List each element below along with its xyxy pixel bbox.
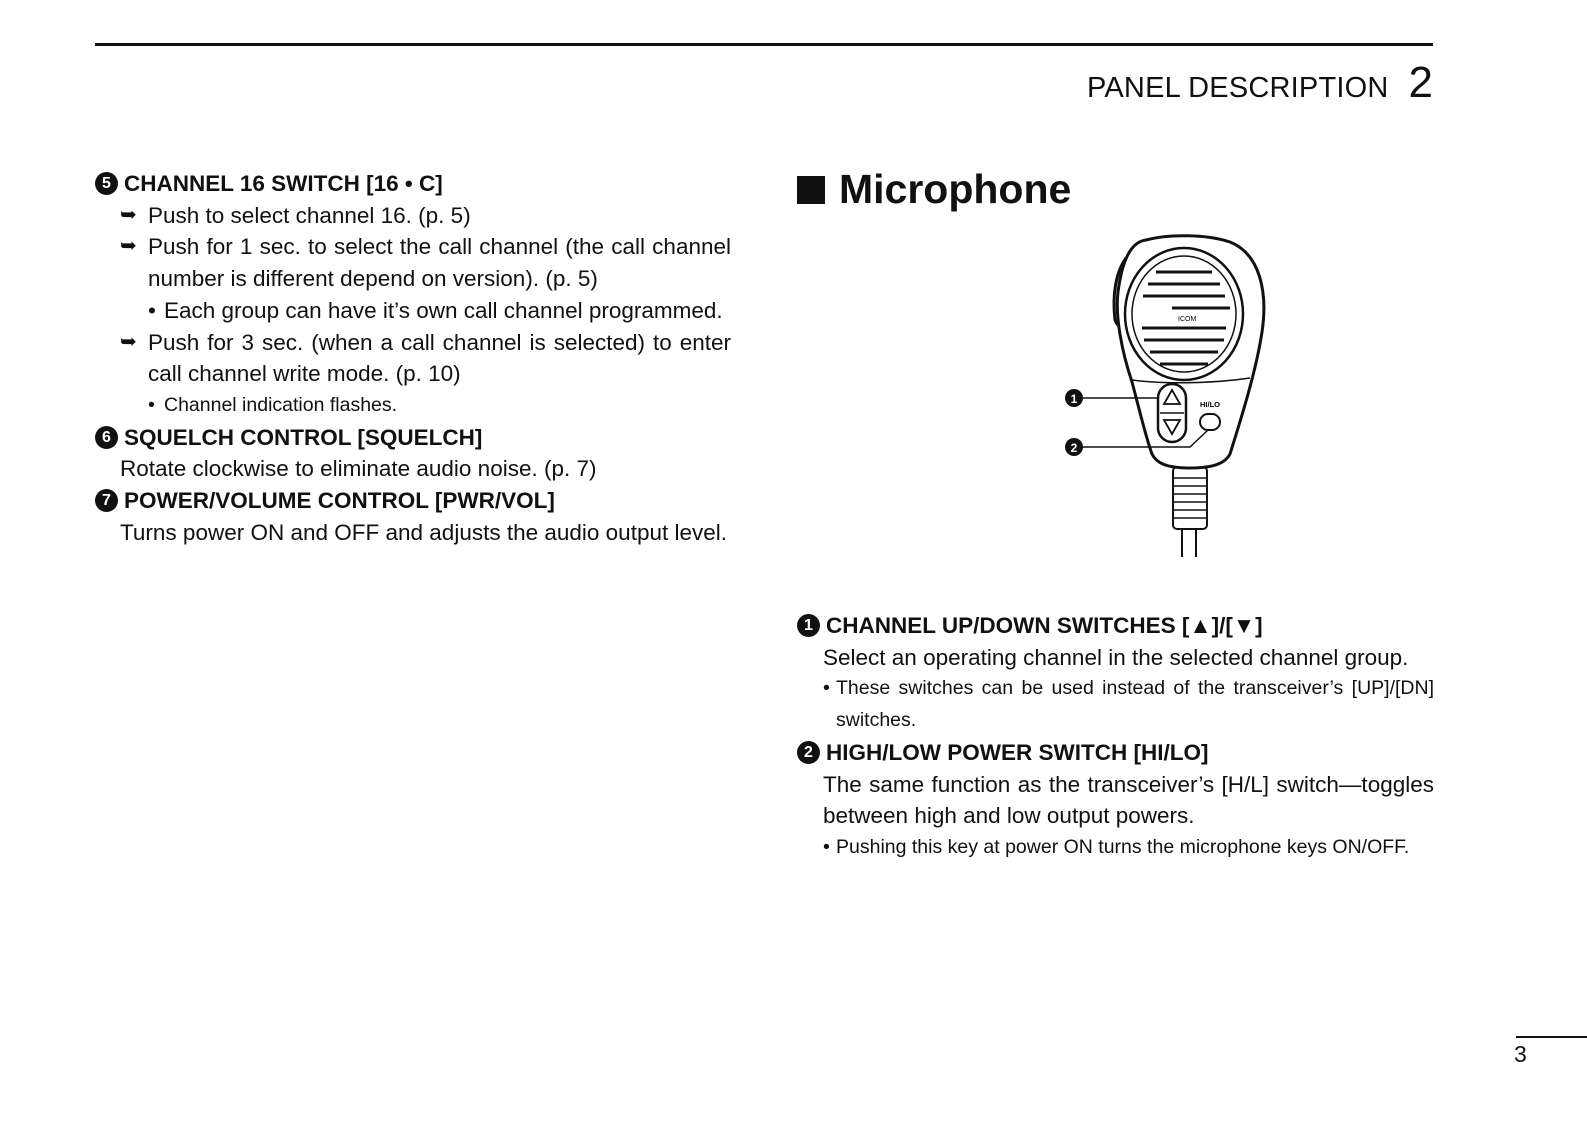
chapter-number: 2 [1408, 58, 1433, 107]
bullet-icon: • [148, 393, 155, 416]
top-rule [95, 43, 1433, 46]
microphone-items [797, 610, 1434, 864]
microphone-illustration [1060, 232, 1275, 562]
note-text: Pushing this key at power ON turns the microphone keys ON/OFF. [836, 835, 1410, 858]
note-text: Channel indication flashes. [164, 393, 398, 416]
icom-brand-text: ICOM [1178, 316, 1197, 323]
power-volume-heading: POWER/VOLUME CONTROL [PWR/VOL] [124, 488, 555, 514]
circled-number-icon: 2 [797, 741, 820, 764]
arrow-item [95, 327, 731, 390]
bullet-item [797, 673, 1434, 736]
strain-relief-icon [1173, 467, 1207, 529]
arrow-icon: ➥ [120, 330, 137, 353]
squelch-control-heading: SQUELCH CONTROL [SQUELCH] [124, 424, 483, 450]
arrow-item [95, 200, 731, 232]
square-bullet-icon [797, 176, 825, 204]
bullet-item [95, 295, 731, 327]
callout-1-label: 1 [1070, 392, 1078, 406]
item-heading [95, 422, 731, 454]
circled-number-icon: 1 [797, 614, 820, 637]
description-text: Select an operating channel in the selected channel group. [823, 644, 1409, 670]
arrow-icon: ➥ [120, 235, 137, 258]
bullet-item [797, 832, 1434, 864]
instruction-text: Push to select channel 16. (p. 5) [148, 202, 471, 228]
description-text: The same function as the transceiver’s [H/L] switch—toggles between high and low output powers. [823, 771, 1434, 829]
circled-number-icon: 6 [95, 426, 118, 449]
instruction-text: Push for 3 sec. (when a call channel is selected) to enter call channel write mode. (p. 10) [148, 329, 731, 387]
arrow-icon: ➥ [120, 203, 137, 226]
high-low-power-heading: HIGH/LOW POWER SWITCH [HI/LO] [826, 739, 1209, 765]
item-heading [95, 485, 731, 517]
microphone-title-text: Microphone [839, 166, 1072, 212]
note-text: Each group can have it’s own call channel programmed. [164, 297, 723, 323]
circled-number-icon: 5 [95, 172, 118, 195]
bullet-item [95, 390, 731, 422]
description-text: Turns power ON and OFF and adjusts the audio output level. [120, 519, 727, 545]
instruction-text: Push for 1 sec. to select the call channel (the call channel number is different depend on version). (p. 5) [148, 234, 731, 292]
section-title: PANEL DESCRIPTION [1087, 72, 1389, 104]
circled-number-icon: 7 [95, 489, 118, 512]
bullet-icon: • [823, 835, 830, 858]
page-number-rule [1516, 1036, 1587, 1038]
arrow-item [95, 231, 731, 294]
channel-up-down-heading: CHANNEL UP/DOWN SWITCHES [▲]/[▼] [826, 613, 1263, 638]
item-heading [797, 610, 1434, 642]
page-header [1087, 58, 1433, 108]
callout-2-label: 2 [1070, 441, 1078, 455]
item-heading [95, 168, 731, 200]
microphone-title [797, 166, 1071, 213]
bullet-icon: • [823, 677, 830, 700]
hi-lo-label: HI/LO [1200, 400, 1220, 409]
channel-16-switch-heading: CHANNEL 16 SWITCH [16 • C] [124, 171, 443, 196]
note-text: These switches can be used instead of the transceiver’s [UP]/[DN] switches. [836, 677, 1434, 732]
item-heading [797, 737, 1434, 769]
left-column [95, 168, 731, 548]
description-text: Rotate clockwise to eliminate audio noise. (p. 7) [120, 456, 597, 482]
page-number: 3 [1514, 1041, 1527, 1067]
bullet-icon: • [148, 297, 156, 323]
